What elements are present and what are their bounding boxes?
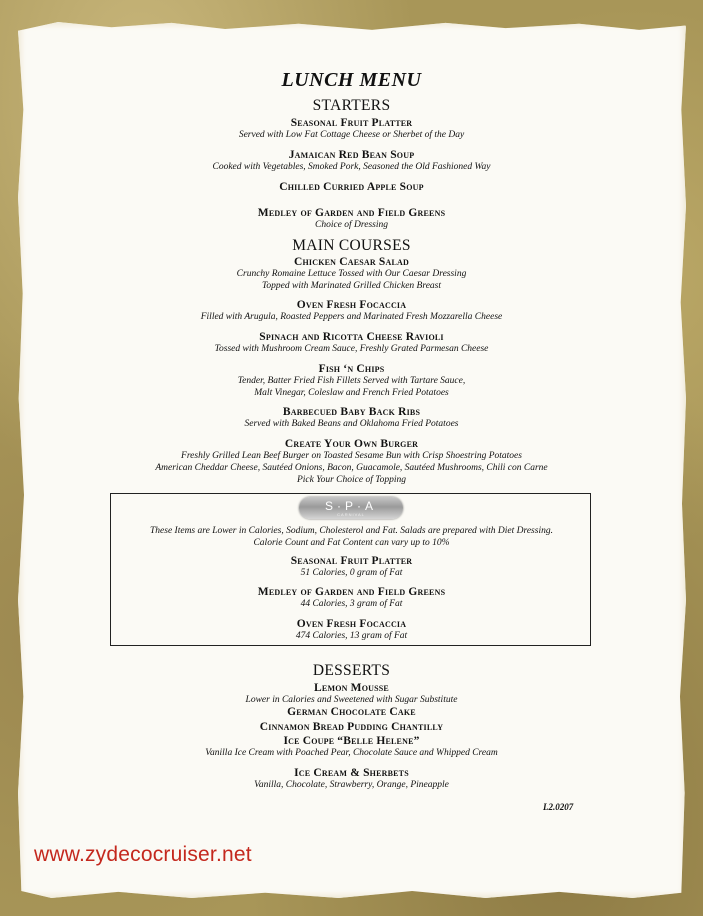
spa-item-desc: 51 Calories, 0 gram of Fat bbox=[300, 568, 403, 578]
menu-item-desc: Topped with Marinated Grilled Chicken Breast bbox=[262, 281, 441, 291]
menu-item-desc: Served with Low Fat Cottage Cheese or Sherbet of the Day bbox=[238, 130, 465, 140]
spa-note: These Items are Lower in Calories, Sodium, Cholesterol and Fat. Salads are prepared with Diet Dressing. bbox=[150, 526, 553, 536]
spa-item-name: Seasonal Fruit Platter bbox=[290, 555, 413, 567]
menu-item-desc: Choice of Dressing bbox=[314, 220, 388, 230]
menu-item-name: Barbecued Baby Back Ribs bbox=[282, 406, 421, 418]
menu-item-desc: Vanilla, Chocolate, Strawberry, Orange, Pineapple bbox=[254, 780, 449, 790]
menu-item-desc: Pick Your Choice of Topping bbox=[296, 475, 407, 485]
menu-item-desc: Tossed with Mushroom Cream Sauce, Freshly Grated Parmesan Cheese bbox=[214, 344, 489, 354]
watermark-url: www.zydecocruiser.net bbox=[34, 843, 252, 866]
spa-item-desc: 474 Calories, 13 gram of Fat bbox=[295, 631, 408, 641]
menu-item-name: Jamaican Red Bean Soup bbox=[288, 149, 415, 161]
menu-item-desc: Crunchy Romaine Lettuce Tossed with Our Caesar Dressing bbox=[236, 269, 467, 279]
spa-note: Calorie Count and Fat Content can vary up to 10% bbox=[253, 538, 450, 548]
spa-item-desc: 44 Calories, 3 gram of Fat bbox=[300, 599, 403, 609]
spa-logo-text: S·P·A bbox=[324, 499, 377, 513]
spa-logo bbox=[299, 497, 403, 519]
menu-title: LUNCH MENU bbox=[281, 69, 422, 91]
menu-item-name: Oven Fresh Focaccia bbox=[296, 299, 407, 311]
menu-item-name: Seasonal Fruit Platter bbox=[290, 117, 413, 129]
section-heading-desserts: DESSERTS bbox=[312, 662, 391, 679]
menu-item-desc: Served with Baked Beans and Oklahoma Fried Potatoes bbox=[244, 419, 459, 429]
menu-item-name: Spinach and Ricotta Cheese Ravioli bbox=[259, 331, 444, 343]
menu-item-name: German Chocolate Cake bbox=[287, 706, 416, 718]
menu-item-desc: Malt Vinegar, Coleslaw and French Fried Potatoes bbox=[254, 388, 449, 398]
menu-item-desc: Tender, Batter Fried Fish Fillets Served with Tartare Sauce, bbox=[237, 376, 466, 386]
menu-item-desc: Freshly Grilled Lean Beef Burger on Toasted Sesame Bun with Crisp Shoestring Potatoes bbox=[181, 451, 522, 461]
menu-item-desc: Lower in Calories and Sweetened with Sugar Substitute bbox=[245, 695, 458, 705]
menu-item-desc: Filled with Arugula, Roasted Peppers and Marinated Fresh Mozzarella Cheese bbox=[200, 312, 503, 322]
menu-item-name: Ice Cream & Sherbets bbox=[294, 767, 409, 779]
spa-item-name: Oven Fresh Focaccia bbox=[296, 618, 407, 630]
menu-item-desc: American Cheddar Cheese, Sautéed Onions, Bacon, Guacamole, Sautéed Mushrooms, Chili con Carne bbox=[155, 463, 548, 473]
menu-code: L2.0207 bbox=[543, 802, 574, 812]
menu-item-name: Cinnamon Bread Pudding Chantilly bbox=[259, 721, 444, 733]
menu-item-name: Chilled Curried Apple Soup bbox=[279, 181, 424, 193]
menu-item-name: Medley of Garden and Field Greens bbox=[257, 207, 446, 219]
menu-item-name: Ice Coupe “Belle Helene” bbox=[283, 735, 420, 747]
section-heading-starters: STARTERS bbox=[312, 97, 391, 114]
menu-item-name: Fish ‘n Chips bbox=[318, 363, 385, 375]
spa-logo-subtext: CARNIVAL bbox=[337, 512, 365, 517]
section-heading-main-courses: MAIN COURSES bbox=[292, 237, 411, 254]
menu-item-name: Lemon Mousse bbox=[314, 682, 389, 694]
menu-item-name: Chicken Caesar Salad bbox=[294, 256, 409, 268]
spa-item-name: Medley of Garden and Field Greens bbox=[257, 586, 446, 598]
menu-item-desc: Vanilla Ice Cream with Poached Pear, Chocolate Sauce and Whipped Cream bbox=[205, 748, 498, 758]
menu-item-desc: Cooked with Vegetables, Smoked Pork, Seasoned the Old Fashioned Way bbox=[212, 162, 491, 172]
menu-item-name: Create Your Own Burger bbox=[284, 438, 419, 450]
